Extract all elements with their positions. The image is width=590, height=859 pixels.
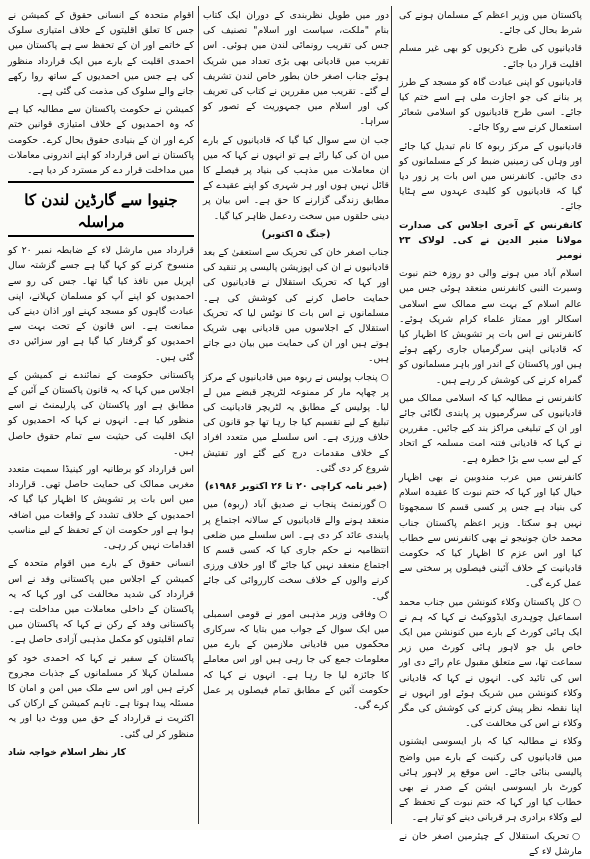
paragraph-text: کل پاکستان وکلاء کنونشن میں جناب محمد اسماعیل چوہدری ایڈووکیٹ نے کہا کہ ہم نے ایک ہائی کورٹ کے بارے میں کنونشن میں ایک خاص بل جو لاہور ہائی کورٹ میں زیر سماعت تھا، سے متعلق مقبول عام رائے دی اور اس کی تائید کی۔ انہوں نے کہا کہ قادیانی وکلاء کنونشن میں شریک ہوئے اور انہوں نے اپنا نقطہ نظر پیش کرنے کی کوشش کی مگر وکلاء نے اس کی مخالفت کی۔ (399, 596, 582, 730)
paragraph: وکلاء نے مطالبہ کیا کہ بار ایسوسی ایشنوں میں قادیانیوں کی رکنیت کے بارے میں واضح پالیسی بنائی جائے۔ اس موقع پر لاہور ہائی کورٹ بار ایسوسی ایشن کے صدر نے بھی خطاب کیا اور کہا کہ ختم نبوت کے تحفظ کے لیے وکلاء برادری ہر قربانی دینے کو تیار ہے۔ (399, 736, 582, 824)
paragraph (203, 370, 389, 476)
paragraph-text: وفاقی وزیر مذہبی امور نے قومی اسمبلی میں ایک سوال کے جواب میں بتایا کہ سرکاری محکموں میں قادیانی ملازمین کے بارے میں معلومات جمع کی جا رہی ہیں اور اس معاملے کا جائزہ لیا جا رہا ہے۔ انہوں نے کہا کہ حکومت آئین کے مطابق تمام فیصلوں پر عمل کرے گی۔ (203, 608, 389, 711)
paragraph: کمیشن نے حکومت پاکستان سے مطالبہ کیا ہے کہ وہ احمدیوں کے خلاف امتیازی قوانین ختم کرے اور ان کے بنیادی حقوق بحال کرے۔ حکومت پاکستان نے اس قرارداد کو اپنے اندرونی معاملات میں مداخلت قرار دے کر مسترد کر دیا ہے۔ (8, 104, 194, 177)
bullet-icon: ○ (380, 371, 389, 383)
paragraph: کانفرنس نے مطالبہ کیا کہ اسلامی ممالک میں قادیانیوں کی سرگرمیوں پر پابندی لگائی جائے اور ان کے تبلیغی مراکز بند کیے جائیں۔ مقررین نے کہا کہ قادیانی فتنہ امت مسلمہ کے اتحاد کے لیے سب سے بڑا خطرہ ہے۔ (399, 392, 582, 465)
column-right (399, 8, 583, 857)
paragraph (399, 829, 582, 859)
headline-rule (8, 181, 194, 183)
column-divider (391, 6, 392, 824)
paragraph: پاکستان میں وزیر اعظم کے مسلمان ہونے کی شرط بحال کی جائے۔ (399, 10, 582, 37)
paragraph: پاکستان کے سفیر نے کہا کہ احمدی خود کو مسلمان کہلا کر مسلمانوں کے جذبات مجروح کرتے ہیں اور اس سے ملک میں امن و امان کا مسئلہ پیدا ہوتا ہے۔ تاہم کمیشن کے ارکان کی اکثریت نے قرارداد کے حق میں ووٹ دیا اور یہ منظور کر لی گئی۔ (8, 652, 194, 740)
article-headline: جنیوا سے گارڈین لندن کا مراسلہ (24, 191, 178, 232)
paragraph: جناب اصغر خان کی تحریک سے استعفیٰ کے بعد قادیانیوں نے ان کی اپوزیشن پالیسی پر تنقید کی اور کہا کہ تحریک استقلال نے قادیانیوں کی حمایت حاصل کرنے کی کوشش کی ہے۔ مسلمانوں نے اس بات کا نوٹس لیا کہ تحریک استقلال کے اجلاسوں میں قادیانی بھی شریک ہوتے ہیں اور ان کی حمایت میں بیان دیے جاتے ہیں۔ (203, 247, 389, 365)
column-divider (198, 6, 199, 824)
paragraph: پاکستانی حکومت کے نمائندے نے کمیشن کے اجلاس میں کہا کہ یہ قانون پاکستان کے آئین کے مطابق ہے اور پاکستان کی پارلیمنٹ نے اسے منظور کیا ہے۔ انہوں نے کہا کہ احمدیوں کو ایک اقلیت کی حیثیت سے تمام حقوق حاصل ہیں۔ (8, 369, 194, 457)
source-dateline: (جنگ ۵ اکتوبر) (261, 228, 331, 240)
column-middle (203, 8, 389, 822)
paragraph (203, 497, 389, 603)
paragraph: انسانی حقوق کے بارے میں اقوام متحدہ کے کمیشن کے اجلاس میں پاکستانی وفد نے اس قرارداد کی شدید مخالفت کی اور کہا کہ یہ پاکستان کے داخلی معاملات میں مداخلت ہے۔ پاکستانی وفد کے رکن نے کہا کہ پاکستان میں تمام اقلیتوں کو مکمل مذہبی آزادی حاصل ہے۔ (8, 558, 194, 646)
paragraph: قرارداد میں مارشل لاء کے ضابطہ نمبر ۲۰ کو منسوخ کرنے کو کہا گیا ہے جسے گزشتہ سال اپریل میں نافذ کیا گیا تھا۔ جس کی رو سے احمدیوں کو اپنے آپ کو مسلمان کہلانے، اپنی عبادت گاہوں کو مسجد کہنے اور اذان دینے کی ممانعت ہے۔ اس قانون کے تحت بہت سے احمدیوں کو گرفتار کیا گیا ہے اور سزائیں دی گئی ہیں۔ (8, 245, 194, 363)
bullet-icon: ○ (573, 596, 582, 608)
paragraph-text: تحریک استقلال کے چیئرمین اصغر خان نے مارشل لاء کے (399, 830, 582, 857)
paragraph: قادیانیوں کو اپنی عبادت گاہ کو مسجد کے طرز پر بنانے کی جو اجازت ملی ہے اسے ختم کیا جائے۔ اسی طرح قادیانیوں کو اسلامی شعائر استعمال کرنے سے روکا جائے۔ (399, 76, 582, 134)
paragraph: قادیانیوں کے مرکز ربوہ کا نام تبدیل کیا جائے اور وہاں کی زمینیں ضبط کر کے مسلمانوں کو دی جائیں۔ کانفرنس میں اس بات پر زور دیا گیا کہ قادیانیوں کو کلیدی عہدوں سے ہٹایا جائے۔ (399, 140, 582, 213)
bullet-icon: ○ (378, 499, 389, 511)
paragraph-text: پنجاب پولیس نے ربوہ میں قادیانیوں کے مرکز پر چھاپہ مار کر ممنوعہ لٹریچر قبضے میں لے لیا۔ پولیس کے مطابق یہ لٹریچر قادیانیت کی تبلیغ کے لیے تقسیم کیا جا رہا تھا جو قانون کی خلاف ورزی ہے۔ اس سلسلے میں متعدد افراد کے خلاف مقدمات درج کیے گئے اور تفتیش شروع کر دی گئی۔ (203, 371, 389, 474)
bullet-icon: ○ (378, 608, 390, 620)
article-signature: کار نظر اسلام خواجہ شاد (8, 746, 126, 758)
column-left (8, 8, 194, 822)
paragraph: کانفرنس میں عرب مندوبین نے بھی اظہار خیال کیا اور کہا کہ ختم نبوت کا عقیدہ اسلام کی بنیاد ہے جس پر کسی قسم کا سمجھوتا نہیں ہو سکتا۔ وزیر اعظم پاکستان جناب محمد خان جونیجو نے بھی کانفرنس سے خطاب کیا اور اس عزم کا اظہار کیا کہ حکومت قادیانیت کے خلاف آئینی فیصلوں پر سختی سے عمل کرے گی۔ (399, 471, 582, 590)
paragraph: اسلام آباد میں ہونے والی دو روزہ ختم نبوت وسیرت النبی کانفرنس منعقد ہوئی جس میں عالم اسلام کے بہت سے ممالک سے اسلامی اسکالر اور ممتاز علماء کرام شریک ہوئے۔ کانفرنس نے اس بات پر تشویش کا اظہار کیا کہ قادیانی اپنی سرگرمیاں جاری رکھے ہوئے ہیں اور پاکستان کے اندر اور باہر مسلمانوں کو گمراہ کرنے کی کوشش کر رہے ہیں۔ (399, 268, 582, 386)
paragraph: دور میں طویل نظربندی کے دوران ایک کتاب بنام "ملکت، سیاست اور اسلام" تصنیف کی جس کی تقریب رونمائی لندن میں ہوئی۔ اس تقریب میں قادیانی بھی بڑی تعداد میں شریک ہوئے جناب اصغر خان بطور خاص لندن تشریف لے گئے۔ تقریب میں مقررین نے کتاب کی تعریف کی اور اسلام میں جمہوریت کے تصور کو سراہا۔ (203, 10, 389, 128)
bullet-icon: ○ (571, 830, 583, 842)
paragraph (399, 595, 582, 732)
paragraph (203, 607, 389, 713)
paragraph: اقوام متحدہ کے انسانی حقوق کے کمیشن نے جس کا تعلق اقلیتوں کے خلاف امتیازی سلوک کے خاتمے اور ان کے تحفظ سے ہے پاکستان میں احمدی اقلیت کے بارے میں ایک قرارداد منظور کی ہے جس میں احمدیوں کے ساتھ روا رکھے جانے والے سلوک کی مذمت کی گئی ہے۔ (8, 10, 194, 98)
headline-rule (8, 235, 194, 237)
paragraph: جب ان سے سوال کیا گیا کہ قادیانیوں کے بارے میں ان کی کیا رائے ہے تو انہوں نے کہا کہ میں ان معاملات میں مذہب کی بنیاد پر فیصلے کا قائل نہیں ہوں اور ہر شہری کو اپنے عقیدے کے مطابق زندگی گزارنے کا حق ہے۔ اس بیان پر دینی حلقوں میں سخت ردعمل ظاہر کیا گیا۔ (203, 134, 389, 222)
paragraph: کانفرنس کے آخری اجلاس کی صدارت مولانا منیر الدین نے کی۔ لولاک ۲۳ نومبر (399, 219, 582, 262)
paragraph-text: گورنمنٹ پنجاب نے صدیق آباد (ربوہ) میں منعقد ہونے والے قادیانیوں کے سالانہ اجتماع پر پابندی عائد کر دی ہے۔ اس سلسلے میں ضلعی انتظامیہ نے حکم جاری کیا کہ کسی قسم کا اجتماع منعقد نہیں کیا جائے گا اور خلاف ورزی کرنے والوں کے خلاف سخت کارروائی کی جائے گی۔ (203, 499, 389, 602)
source-dateline: (خبر نامہ کراچی ۲۰ تا ۲۶ اکتوبر ۱۹۸۶ء) (204, 481, 388, 493)
paragraph: قادیانیوں کی طرح ذکریوں کو بھی غیر مسلم اقلیت قرار دیا جائے۔ (399, 43, 582, 70)
paragraph: اس قرارداد کو برطانیہ اور کینیڈا سمیت متعدد مغربی ممالک کی حمایت حاصل تھی۔ قرارداد میں اس بات پر تشویش کا اظہار کیا گیا کہ احمدیوں کے خلاف تشدد کے واقعات میں اضافہ ہوا ہے اور حکومت ان کے تحفظ کے لیے مناسب اقدامات نہیں کر رہی۔ (8, 464, 194, 552)
